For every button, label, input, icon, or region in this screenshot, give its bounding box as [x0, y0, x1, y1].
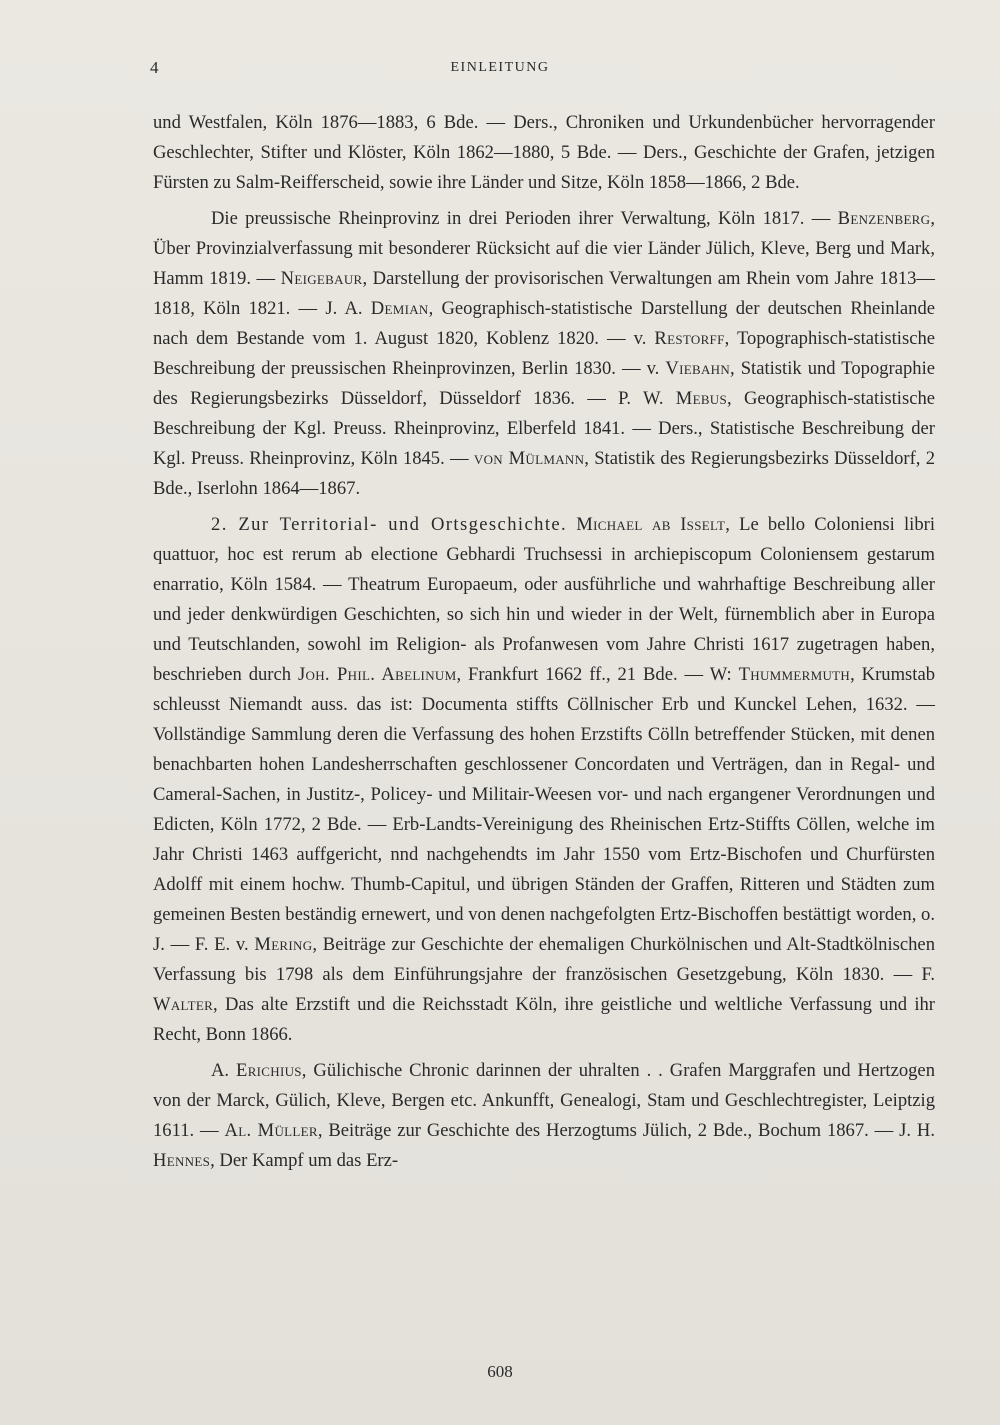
- text-segment: , Beiträge zur Geschichte des Herzogtums Jülich, 2 Bde., Bochum 1867. — J. H.: [317, 1120, 935, 1141]
- text-segment: , Gülichische Chronic darinnen der uhralten . . Grafen Marggrafen und Hertzogen von der Marck, Gülich, Kleve, Bergen etc. Ankunfft, Genealogi, Stam und Geschlechtregister, Leiptzig 1611. —: [153, 1060, 935, 1141]
- page-number: 4: [150, 58, 159, 77]
- section-heading: 2. Zur Territorial- und Ortsgeschichte.: [211, 514, 568, 535]
- text-segment: , Krumstab schleusst Niemandt auss. das ist: Documenta stiffts Cöllnischer Erb und Kunckel Lehen, 1632. — Vollständige Sammlung deren die Verfassung des hohen Erzstifts Cölln betreffender Stücken, mit denen benachbarten hohen Landesherrschaften geschlossener Concordaten und Verträgen, dan in Regal- und Cameral-Sachen, in Justitz-, Policey- und Militair-Weesen vor- und nach ergangener Verordnungen und Edicten, Köln 1772, 2 Bde. — Erb-Landts-Vereinigung des Rheinischen Ertz-Stiffts Cöllen, welche im Jahr Christi 1463 auffgericht, nnd nachgehendts im Jahr 1550 vom Ertz-Bischofen und Churfürsten Adolff mit einem hochw. Thumb-Capitul, und übrigen Ständen der Graffen, Ritteren und Städten zum gemeinen Besten beständig ernewert, und von denen nachgefolgten Ertz-Bischoffen bestättigt worden, o. J. — F. E. v.: [153, 664, 935, 955]
- author-name: Hennes: [153, 1150, 211, 1171]
- text-segment: , Le bello Coloniensi libri quattuor, hoc est rerum ab electione Gebhardi Truchsessi in archiepiscopum Coloniensem gestarum enarratio, Köln 1584. — Theatrum Europaeum, oder ausführliche und wahrhaftige Beschreibung aller und jeder denkwürdigen Geschichten, so sich hin und wieder in der Welt, fürnemblich aber in Europa und Teutschlanden, sowohl im Religion- als Profanwesen vom Jahre Christi 1617 zugetragen haben, beschrieben durch: [153, 514, 935, 685]
- text-segment: , Beiträge zur Geschichte der ehemaligen Churkölnischen und Alt-Stadtkölnischen Verfassung bis 1798 als dem Einführungsjahre der französischen Gesetzgebung, Köln 1830. — F.: [153, 934, 935, 985]
- text-segment: Die preussische Rheinprovinz in drei Perioden ihrer Verwaltung, Köln 1817. —: [211, 208, 838, 229]
- text-segment: A.: [211, 1060, 237, 1081]
- author-name: Mebus: [675, 388, 728, 409]
- text-segment: , Geographisch-statistische Darstellung der deutschen Rheinlande nach dem Bestande vom 1. August 1820, Koblenz 1820. — v.: [153, 298, 935, 349]
- author-name: Mering: [254, 934, 313, 955]
- author-name: Al. Müller: [224, 1120, 318, 1141]
- author-name: von Mülmann: [473, 448, 585, 469]
- text-segment: [567, 514, 576, 535]
- author-name: Neigebaur: [280, 268, 363, 289]
- author-name: Michael ab Isselt: [576, 514, 726, 535]
- author-name: Restorff: [654, 328, 725, 349]
- author-name: Viebahn: [665, 358, 731, 379]
- text-segment: , Das alte Erzstift und die Reichsstadt Köln, ihre geistliche und weltliche Verfassung und ihr Recht, Bonn 1866.: [153, 994, 935, 1045]
- paragraph: [153, 510, 935, 1050]
- paragraph: [153, 204, 935, 504]
- body-text: [153, 108, 935, 1176]
- text-segment: , Der Kampf um das Erz-: [210, 1150, 399, 1171]
- author-name: Joh. Phil. Abelinum: [297, 664, 457, 685]
- signature-number: 608: [487, 1362, 513, 1381]
- text-segment: , Frankfurt 1662 ff., 21 Bde. — W:: [456, 664, 739, 685]
- author-name: Walter: [153, 994, 214, 1015]
- text-segment: , Statistik des Regierungsbezirks Düsseldorf, 2 Bde., Iserlohn 1864—1867.: [153, 448, 935, 499]
- paragraph: [153, 108, 935, 198]
- text-segment: , Geographisch-statistische Beschreibung der Kgl. Preuss. Rheinprovinz, Elberfeld 1841. — Ders., Statistische Beschreibung der Kgl. Preuss. Rheinprovinz, Köln 1845. —: [153, 388, 935, 469]
- text-segment: , Über Provinzialverfassung mit besonderer Rücksicht auf die vier Länder Jülich, Kleve, Berg und Mark, Hamm 1819. —: [153, 208, 935, 289]
- text-segment: , Topographisch-statistische Beschreibung der preussischen Rheinprovinzen, Berlin 1830. — v.: [153, 328, 936, 379]
- text-segment: , Statistik und Topographie des Regierungsbezirks Düsseldorf, Düsseldorf 1836. — P. W.: [153, 358, 936, 409]
- paragraph: [153, 1056, 935, 1176]
- author-name: Thummermuth: [738, 664, 851, 685]
- text-segment: und Westfalen, Köln 1876—1883, 6 Bde. — Ders., Chroniken und Urkundenbücher hervorragender Geschlechter, Stifter und Klöster, Köln 1862—1880, 5 Bde. — Ders., Geschichte der Grafen, jetzigen Fürsten zu Salm-Reifferscheid, sowie ihre Länder und Sitze, Köln 1858—1866, 2 Bde.: [153, 112, 935, 193]
- text-segment: , Darstellung der provisorischen Verwaltungen am Rhein vom Jahre 1813—1818, Köln 1821. — J. A.: [153, 268, 936, 319]
- author-name: Benzenberg: [837, 208, 931, 229]
- author-name: Demian: [370, 298, 429, 319]
- author-name: Erichius: [236, 1060, 302, 1081]
- page-header: [150, 58, 850, 82]
- running-head: EINLEITUNG: [450, 60, 550, 75]
